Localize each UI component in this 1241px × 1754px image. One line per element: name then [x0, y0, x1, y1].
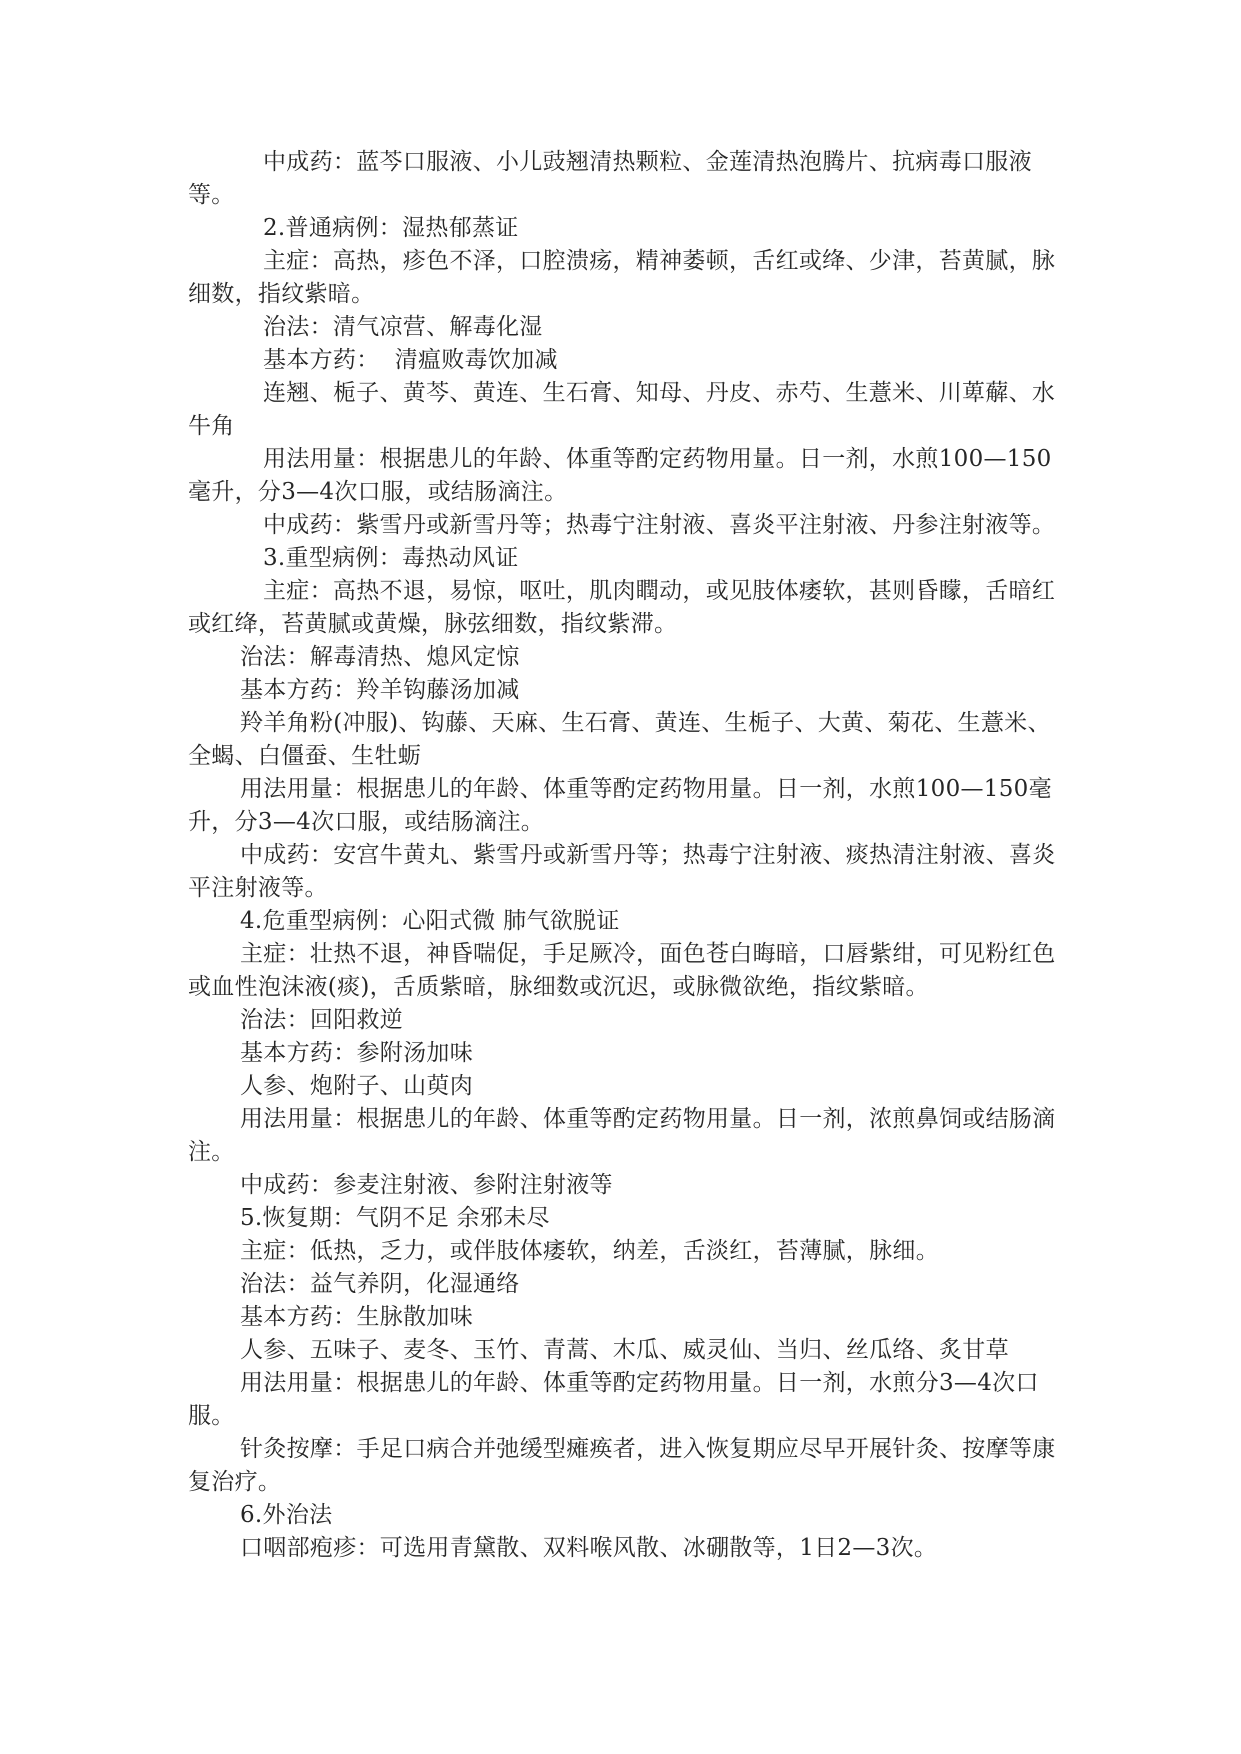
paragraph: 羚羊角粉(冲服)、钩藤、天麻、生石膏、黄连、生栀子、大黄、菊花、生薏米、全蝎、白僵蚕、生牡蛎 [188, 710, 1051, 769]
paragraph: 人参、五味子、麦冬、玉竹、青蒿、木瓜、威灵仙、当归、丝瓜络、炙甘草 [240, 1337, 1009, 1363]
paragraph: 6.外治法 [240, 1502, 333, 1528]
paragraph: 主症：高热，疹色不泽，口腔溃疡，精神萎顿，舌红或绛、少津，苔黄腻，脉细数，指纹紫暗。 [188, 248, 1056, 307]
paragraph: 基本方药：羚羊钩藤汤加减 [240, 677, 520, 703]
paragraph: 治法：回阳救逆 [240, 1007, 404, 1033]
paragraph: 用法用量：根据患儿的年龄、体重等酌定药物用量。日一剂，水煎分3—4次口服。 [188, 1370, 1039, 1429]
paragraph: 中成药：蓝芩口服液、小儿豉翘清热颗粒、金莲清热泡腾片、抗病毒口服液等。 [188, 149, 1032, 208]
paragraph: 口咽部疱疹：可选用青黛散、双料喉风散、冰硼散等，1日2—3次。 [240, 1535, 938, 1561]
paragraph: 人参、炮附子、山萸肉 [240, 1073, 473, 1099]
paragraph: 2.普通病例：湿热郁蒸证 [263, 215, 519, 241]
paragraph: 基本方药：生脉散加味 [240, 1304, 473, 1330]
paragraph: 3.重型病例：毒热动风证 [263, 545, 519, 571]
paragraph: 治法：清气凉营、解毒化湿 [263, 314, 543, 340]
paragraph: 治法：解毒清热、熄风定惊 [240, 644, 520, 670]
paragraph: 用法用量：根据患儿的年龄、体重等酌定药物用量。日一剂，水煎100—150毫升，分3—4次口服，或结肠滴注。 [188, 776, 1052, 835]
paragraph: 治法：益气养阴，化湿通络 [240, 1271, 520, 1297]
paragraph: 基本方药： 清瘟败毒饮加减 [263, 347, 558, 373]
paragraph: 4.危重型病例：心阳式微 肺气欲脱证 [240, 908, 620, 934]
paragraph: 针灸按摩：手足口病合并弛缓型瘫痪者，进入恢复期应尽早开展针灸、按摩等康复治疗。 [188, 1436, 1056, 1495]
paragraph: 中成药：参麦注射液、参附注射液等 [240, 1172, 613, 1198]
paragraph: 主症：高热不退，易惊，呕吐，肌肉瞤动，或见肢体痿软，甚则昏矇，舌暗红或红绛，苔黄腻或黄燥，脉弦细数，指纹紫滞。 [188, 578, 1056, 637]
paragraph: 基本方药：参附汤加味 [240, 1040, 473, 1066]
paragraph: 主症：壮热不退，神昏喘促，手足厥冷，面色苍白晦暗，口唇紫绀，可见粉红色或血性泡沫液(痰)，舌质紫暗，脉细数或沉迟，或脉微欲绝，指纹紫暗。 [188, 941, 1056, 1000]
paragraph: 中成药：安宫牛黄丸、紫雪丹或新雪丹等；热毒宁注射液、痰热清注射液、喜炎平注射液等。 [188, 842, 1056, 901]
paragraph: 用法用量：根据患儿的年龄、体重等酌定药物用量。日一剂，浓煎鼻饲或结肠滴注。 [188, 1106, 1056, 1165]
document-page [188, 146, 1068, 1565]
paragraph: 5.恢复期：气阴不足 余邪未尽 [240, 1205, 550, 1231]
paragraph: 主症：低热，乏力，或伴肢体痿软，纳差，舌淡红，苔薄腻，脉细。 [240, 1238, 939, 1264]
paragraph: 中成药：紫雪丹或新雪丹等；热毒宁注射液、喜炎平注射液、丹参注射液等。 [263, 512, 1056, 538]
paragraph: 用法用量：根据患儿的年龄、体重等酌定药物用量。日一剂，水煎100—150毫升，分3—4次口服，或结肠滴注。 [188, 446, 1052, 505]
paragraph: 连翘、栀子、黄芩、黄连、生石膏、知母、丹皮、赤芍、生薏米、川萆薢、水牛角 [188, 380, 1056, 439]
